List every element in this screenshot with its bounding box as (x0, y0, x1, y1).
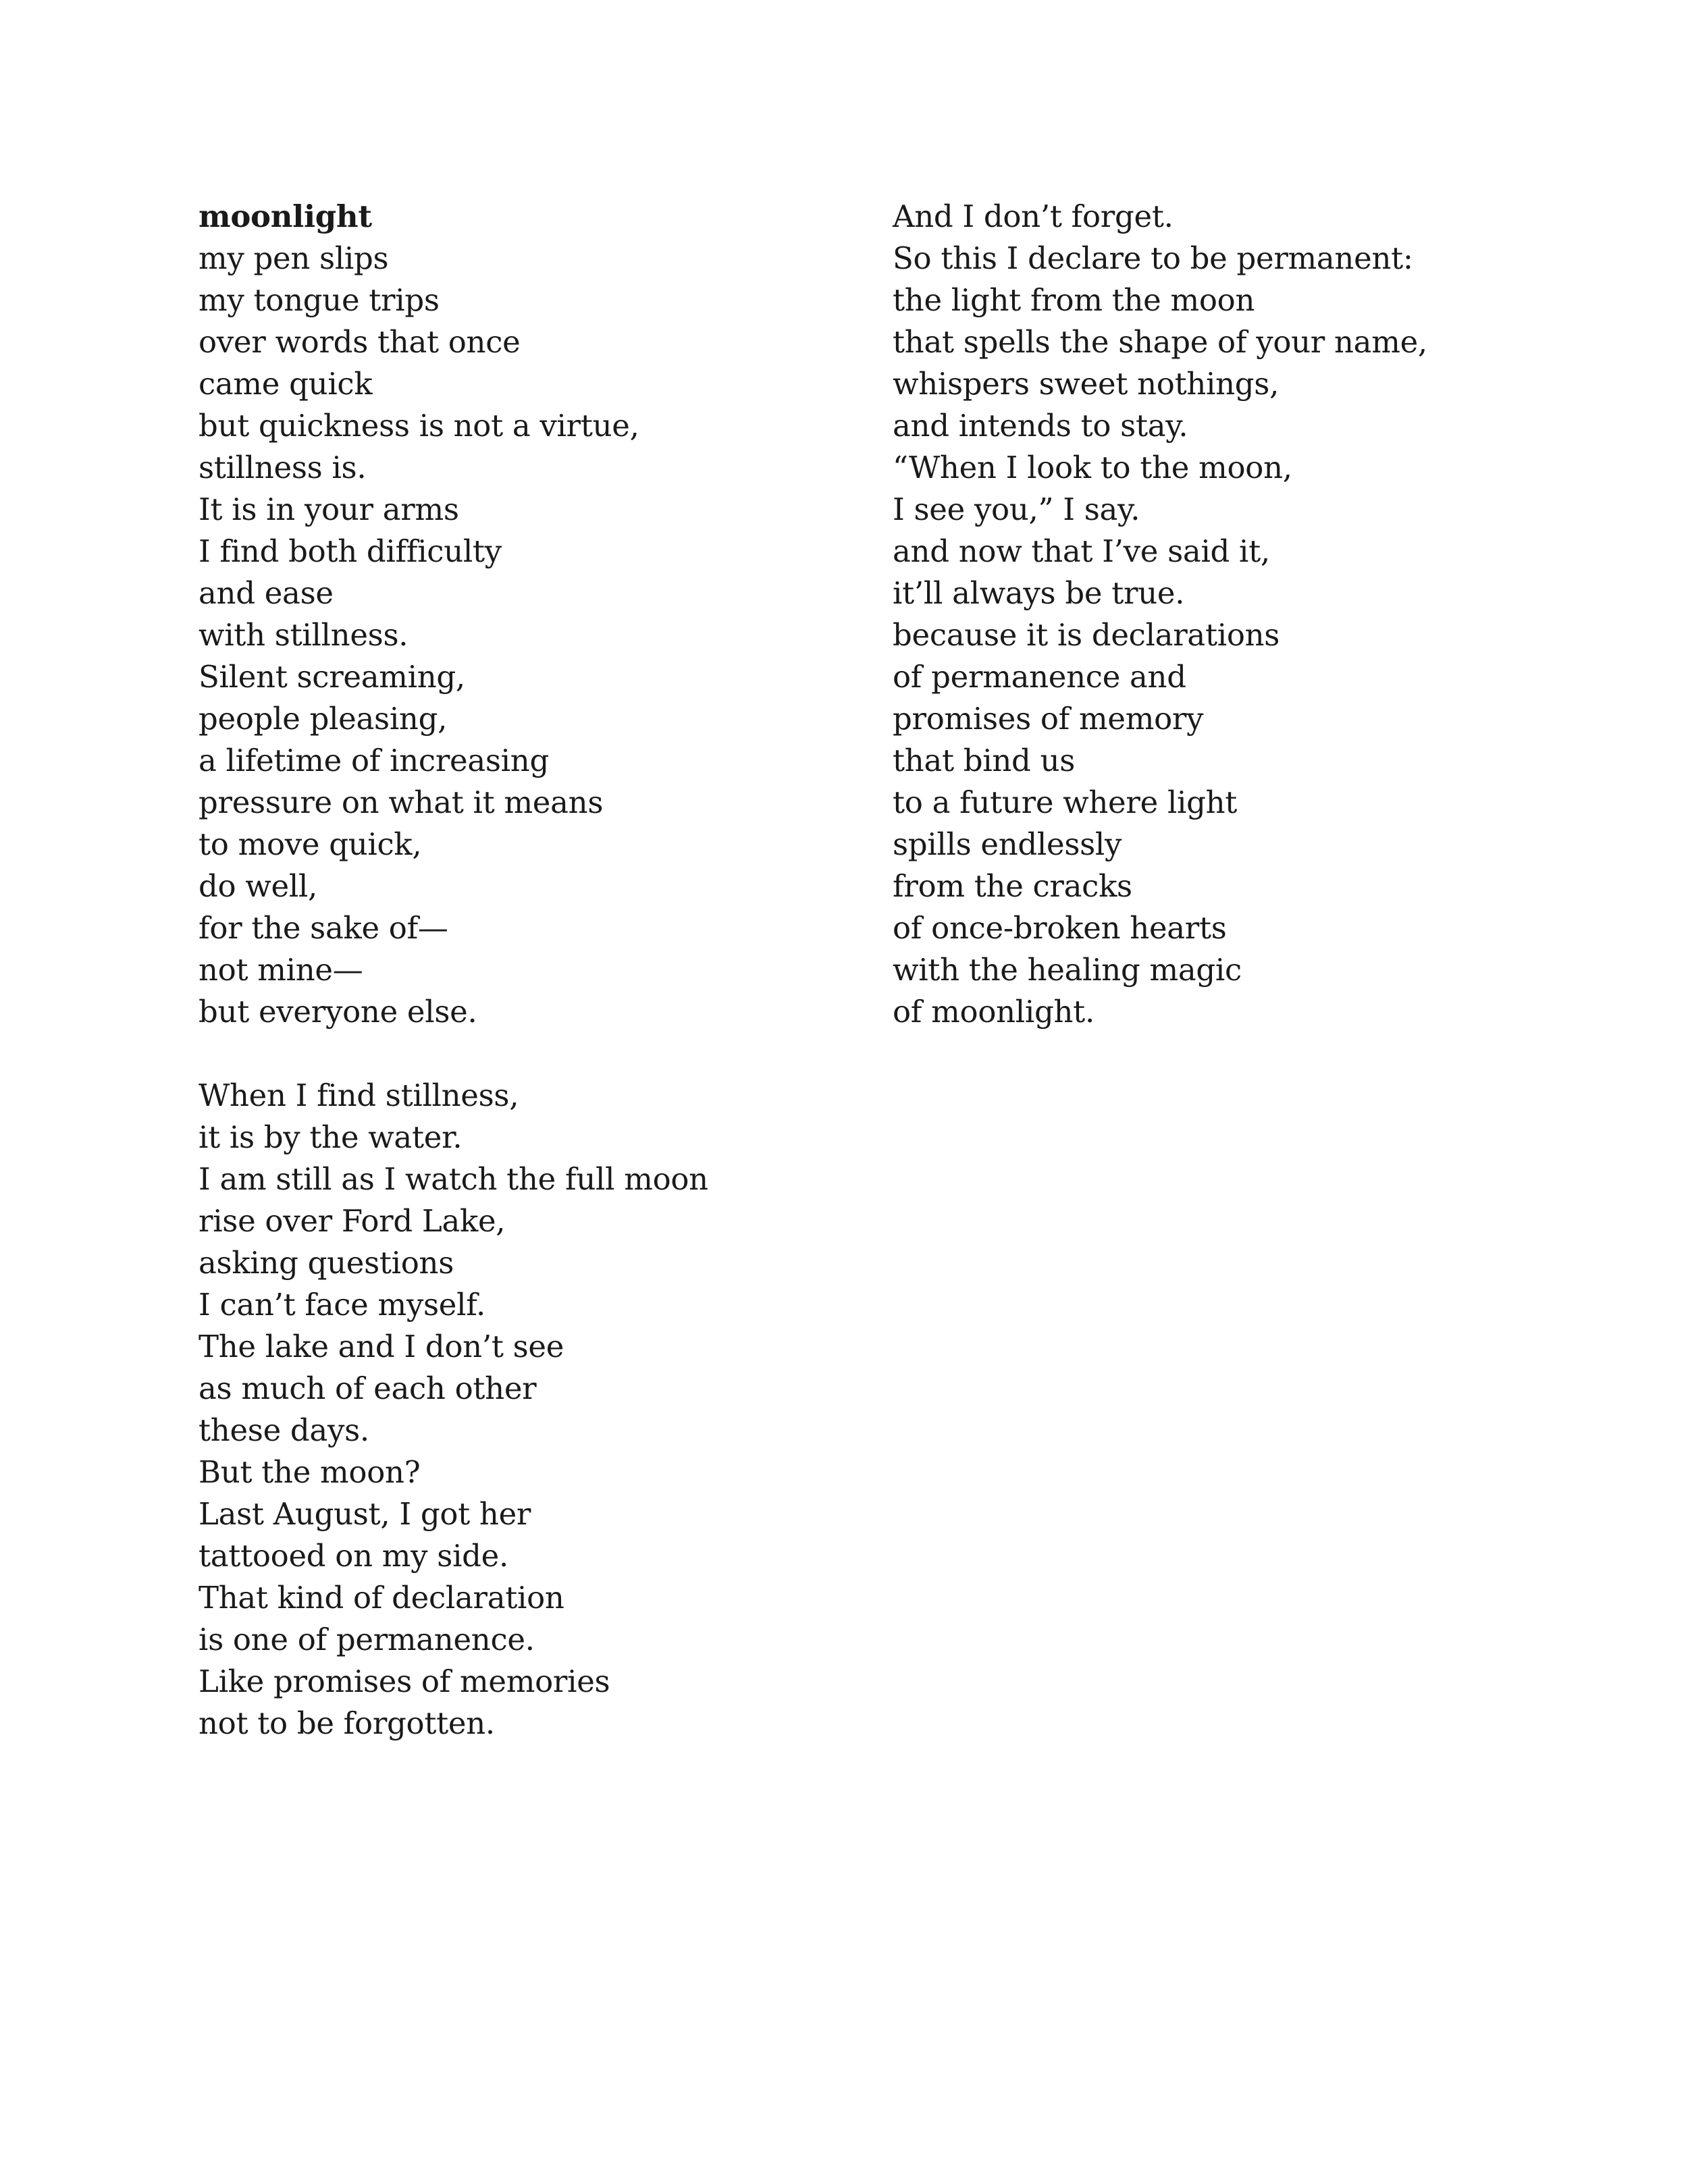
poem-line: not to be forgotten. (199, 1705, 495, 1741)
poem-line: That kind of declaration (199, 1580, 564, 1616)
poem-line: spills endlessly (893, 826, 1122, 862)
poem-line: It is in your arms (199, 491, 459, 527)
poem-line: stillness is. (199, 450, 367, 485)
poem-line: to a future where light (893, 784, 1238, 820)
poem-line: as much of each other (199, 1370, 537, 1406)
poem-line: over words that once (199, 324, 521, 360)
poem-line: these days. (199, 1412, 369, 1448)
poem-line: When I find stillness, (199, 1077, 519, 1113)
poem-line: The lake and I don’t see (199, 1329, 564, 1364)
poem-line: do well, (199, 868, 318, 904)
poem-line: not mine— (199, 952, 363, 988)
poem-line: with stillness. (199, 617, 408, 653)
poem-line: I am still as I watch the full moon (199, 1161, 708, 1197)
poem-line: came quick (199, 366, 373, 402)
poem-line: people pleasing, (199, 701, 448, 737)
stanza-break (199, 1033, 874, 1075)
left-stanza-2 (199, 1075, 874, 1744)
poem-line: Like promises of memories (199, 1663, 610, 1699)
poem-line: I see you,” I say. (893, 491, 1140, 527)
poem-line: it is by the water. (199, 1119, 463, 1155)
poem-line: So this I declare to be permanent: (893, 240, 1413, 276)
poem-line: of once-broken hearts (893, 910, 1227, 946)
poem-line: and now that I’ve said it, (893, 533, 1270, 569)
poem-line: asking questions (199, 1245, 454, 1281)
poem-line: I can’t face myself. (199, 1287, 485, 1323)
poem-line: with the healing magic (893, 952, 1242, 988)
poem-line: promises of memory (893, 701, 1204, 737)
poem-line: to move quick, (199, 826, 422, 862)
poem-line: I find both difficulty (199, 533, 502, 569)
poem-line: whispers sweet nothings, (893, 366, 1280, 402)
poem-line: that bind us (893, 743, 1076, 778)
poem-title: moonlight (199, 198, 372, 234)
poem-line: my tongue trips (199, 282, 440, 318)
left-column (199, 196, 874, 1744)
poem-line: But the moon? (199, 1454, 421, 1490)
poem-line: that spells the shape of your name, (893, 324, 1427, 360)
poem-line: and intends to stay. (893, 408, 1188, 444)
poem-line: Silent screaming, (199, 659, 465, 695)
poem-line: “When I look to the moon, (893, 450, 1292, 485)
poem-line: but everyone else. (199, 994, 477, 1030)
poem-line: and ease (199, 575, 334, 611)
poem-line: of permanence and (893, 659, 1186, 695)
right-column (893, 196, 1635, 1033)
poem-line: pressure on what it means (199, 784, 604, 820)
poem-line: of moonlight. (893, 994, 1094, 1030)
poem-line: it’ll always be true. (893, 575, 1185, 611)
poem-line: from the cracks (893, 868, 1132, 904)
left-stanza-1 (199, 238, 874, 1033)
poem-line: but quickness is not a virtue, (199, 408, 639, 444)
poem-line: tattooed on my side. (199, 1538, 509, 1574)
poem-line: Last August, I got her (199, 1496, 531, 1532)
poem-line: the light from the moon (893, 282, 1255, 318)
poem-line: is one of permanence. (199, 1622, 535, 1657)
poem-line: for the sake of— (199, 910, 448, 946)
right-stanza (893, 196, 1635, 1033)
poem-line: my pen slips (199, 240, 389, 276)
poem-line: a lifetime of increasing (199, 743, 549, 778)
poem-line: rise over Ford Lake, (199, 1203, 506, 1239)
poem-line: And I don’t forget. (893, 198, 1173, 234)
poem-line: because it is declarations (893, 617, 1280, 653)
